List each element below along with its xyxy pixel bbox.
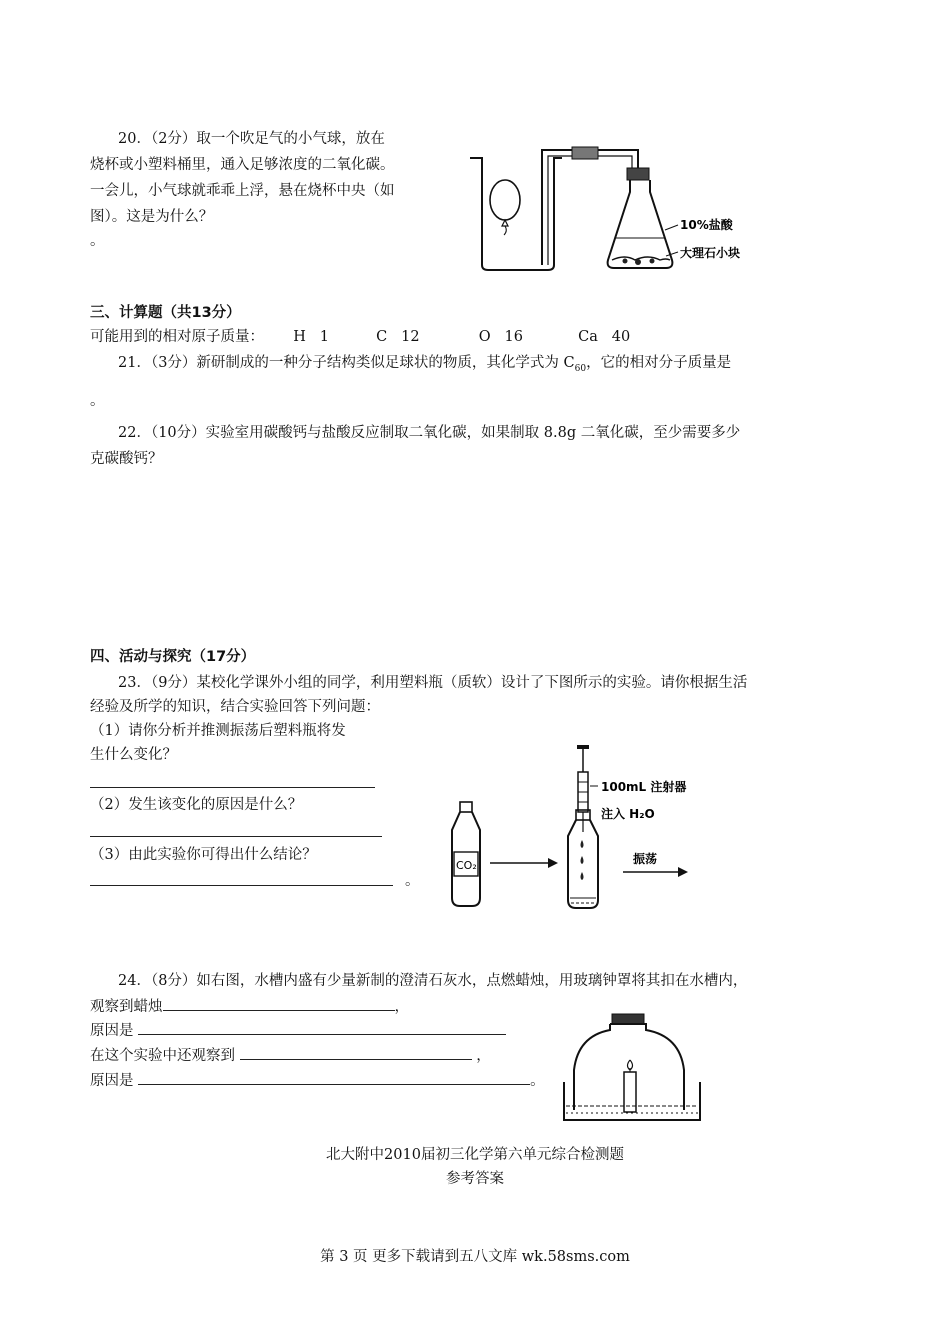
answers-title: 北大附中2010届初三化学第六单元综合检测题	[326, 1147, 624, 1163]
rubber-connector	[572, 147, 598, 159]
conical-flask	[608, 180, 673, 268]
atomic-mass-label: 可能用到的相对原子质量：	[90, 329, 264, 345]
bell-jar-figure	[560, 1010, 710, 1128]
q23-answer-blank-2[interactable]	[90, 836, 382, 837]
q23-p2: （2）发生该变化的原因是什么？	[90, 797, 303, 813]
q24-line1: 24．（8分）如右图，水槽内盛有少量新制的澄清石灰水，点燃蜡烛，用玻璃钟罩将其扣在水槽内，	[118, 973, 748, 989]
atomic-mass-row	[90, 324, 630, 350]
q23-line1: 23．（9分）某校化学课外小组的同学，利用塑料瓶（质软）设计了下图所示的实验。请你根据生活	[118, 675, 748, 691]
atom-ca: Ca 40	[578, 329, 631, 345]
q20-line5: 。	[90, 233, 105, 249]
section4-heading: 四、活动与探究（17分）	[90, 649, 256, 665]
q24-reason2-row: 原因是 。	[90, 1068, 545, 1094]
syringe-label: 100mL 注射器	[601, 780, 687, 794]
q24-blank-reason2[interactable]	[138, 1068, 530, 1085]
q24-blank-obs1[interactable]	[163, 994, 395, 1011]
co2-generator-figure	[460, 130, 790, 280]
q23-p1a: （1）请你分析并推测振荡后塑料瓶将发	[90, 723, 346, 739]
q20-line2: 烧杯或小塑料桶里，通入足够浓度的二氧化碳。	[90, 157, 395, 173]
q24-blank-obs2[interactable]	[240, 1043, 472, 1060]
q22-line1: 22．（10分）实验室用碳酸钙与盐酸反应制取二氧化碳，如果制取 8.8g 二氧化碳，至少需要多少	[118, 425, 741, 441]
q24-reason1-row: 原因是	[90, 1018, 506, 1044]
atom-o: O 16	[478, 329, 523, 345]
q23-answer-blank-3[interactable]	[90, 885, 393, 886]
q22-line2: 克碳酸钙？	[90, 451, 163, 467]
co2-label: CO₂	[456, 859, 477, 872]
q23-p1b: 生什么变化？	[90, 747, 177, 763]
bell-jar	[574, 1024, 684, 1110]
q24-obs1-row: 观察到蜡烛 ，	[90, 994, 409, 1020]
shake-label: 振荡	[633, 852, 658, 866]
q20-line1: 20．（2分）取一个吹足气的小气球，放在	[118, 131, 385, 147]
section3-heading: 三、计算题（共13分）	[90, 305, 241, 321]
plastic-bottle-figure	[438, 740, 718, 915]
q23-line2: 经验及所学的知识，结合实验回答下列问题：	[90, 699, 380, 715]
water-trough	[564, 1082, 700, 1120]
q23-answer-blank-1[interactable]	[90, 787, 375, 788]
label-acid: 10%盐酸	[680, 218, 733, 232]
delivery-tube	[542, 150, 638, 265]
inject-water-label: 注入 H₂O	[601, 807, 655, 821]
water-bottle	[568, 820, 598, 908]
q20-line3: 一会儿，小气球就乖乖上浮，悬在烧杯中央（如	[90, 183, 395, 199]
atom-h: H 1	[293, 329, 329, 345]
page-footer: 第 3 页 更多下载请到五八文库 wk.58sms.com	[320, 1249, 630, 1265]
q23-end: 。	[405, 873, 420, 889]
q21-text: 21．（3分）新研制成的一种分子结构类似足球状的物质，其化学式为 $C_{60}$，它的相对分子质量是	[118, 355, 732, 374]
balloon	[490, 180, 520, 220]
q20-line4: 图）。这是为什么？	[90, 209, 214, 225]
bell-jar-knob	[612, 1014, 644, 1024]
atom-c: C 12	[376, 329, 420, 345]
q24-blank-reason1[interactable]	[138, 1018, 506, 1035]
q21-end: 。	[90, 393, 105, 409]
label-marble: 大理石小块	[680, 246, 741, 260]
q24-obs2-row: 在这个实验中还观察到 ，	[90, 1043, 491, 1069]
stopper	[627, 168, 649, 180]
answers-subtitle: 参考答案	[446, 1171, 504, 1187]
q23-p3: （3）由此实验你可得出什么结论？	[90, 847, 317, 863]
